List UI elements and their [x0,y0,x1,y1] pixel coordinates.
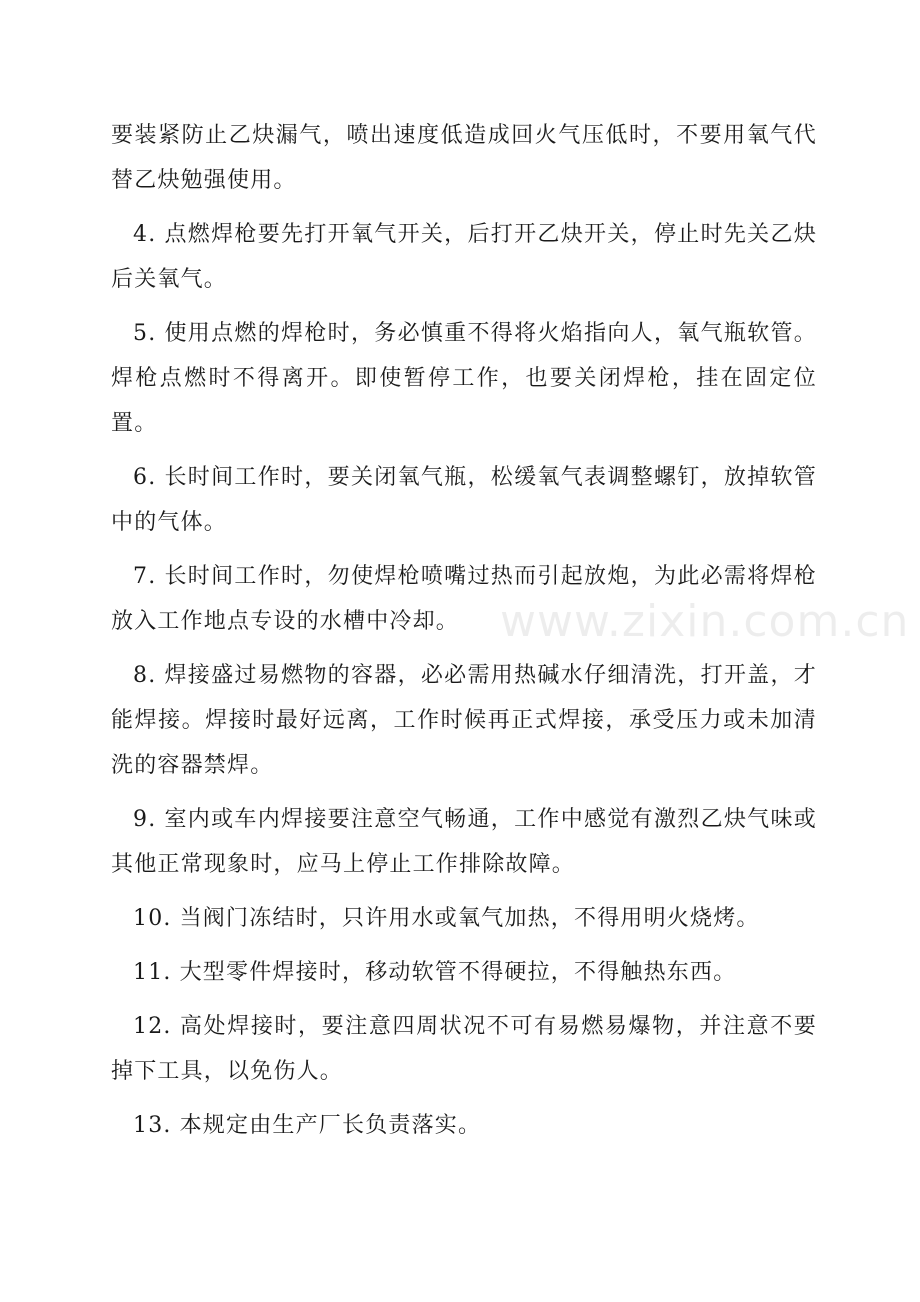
item-number: 7. [133,564,157,589]
item-number: 6. [133,465,157,490]
list-item [111,455,817,545]
list-item [111,311,817,446]
item-text: 当阀门冻结时，只许用水或氧气加热，不得用明火烧烤。 [179,906,760,931]
item-text: 使用点燃的焊枪时，务必慎重不得将火焰指向人，氧气瓶软管。焊枪点燃时不得离开。即使暂停工作，也要关闭焊枪，挂在固定位置。 [111,321,817,436]
item-number: 4. [133,222,157,247]
item-text: 室内或车内焊接要注意空气畅通，工作中感觉有激烈乙炔气味或其他正常现象时，应马上停止工作排除故障。 [111,807,817,877]
item-number: 8. [133,663,157,688]
list-item [111,212,817,302]
list-item [111,1103,817,1148]
document-body [111,113,817,1157]
item-text: 本规定由生产厂长负责落实。 [179,1113,482,1138]
item-number: 13. [133,1113,172,1138]
item-number: 9. [133,807,157,832]
item-text: 长时间工作时，勿使焊枪喷嘴过热而引起放炮，为此必需将焊枪放入工作地点专设的水槽中冷却。 [111,564,817,634]
list-item [111,896,817,941]
watermark: www.zixin.com.cn [500,596,910,647]
item-text: 焊接盛过易燃物的容器，必必需用热碱水仔细清洗，打开盖，才能焊接。焊接时最好远离，工作时候再正式焊接，承受压力或未加清洗的容器禁焊。 [111,663,817,778]
list-item [111,950,817,995]
item-number: 5. [133,321,157,346]
item-text: 长时间工作时，要关闭氧气瓶，松缓氧气表调整螺钉，放掉软管中的气体。 [111,465,817,535]
list-item [111,653,817,788]
item-number: 11. [133,960,172,985]
list-item [111,1004,817,1094]
item-text: 高处焊接时，要注意四周状况不可有易燃易爆物，并注意不要掉下工具，以免伤人。 [111,1014,817,1084]
list-item [111,797,817,887]
item-number: 12. [133,1014,172,1039]
item-text: 大型零件焊接时，移动软管不得硬拉，不得触热东西。 [179,960,737,985]
item-number: 10. [133,906,172,931]
list-item [111,554,817,644]
continuation-paragraph: 要装紧防止乙炔漏气，喷出速度低造成回火气压低时，不要用氧气代替乙炔勉强使用。 [111,123,817,193]
item-text: 点燃焊枪要先打开氧气开关，后打开乙炔开关，停止时先关乙炔后关氧气。 [111,222,817,292]
